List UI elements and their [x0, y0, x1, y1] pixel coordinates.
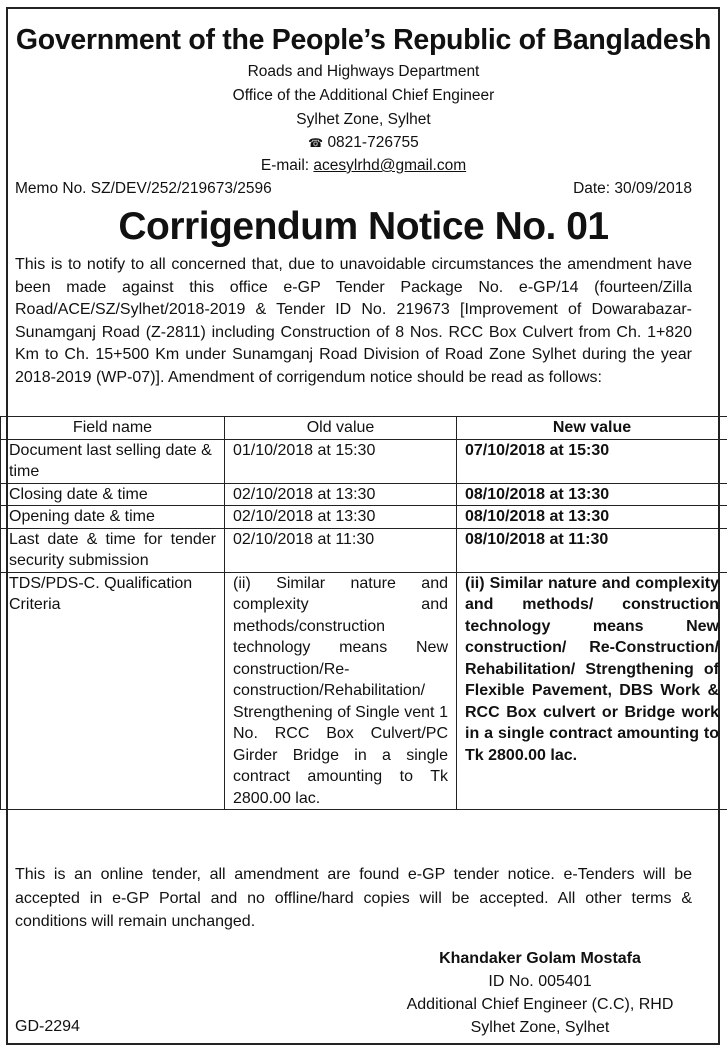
signatory-zone: Sylhet Zone, Sylhet — [470, 1019, 610, 1036]
signatory-designation: Additional Chief Engineer (C.C), RHD — [406, 996, 674, 1013]
signatory-id: ID No. 005401 — [488, 973, 592, 990]
phone-number: 0821-726755 — [327, 134, 419, 151]
zone-name: Sylhet Zone, Sylhet — [296, 111, 431, 128]
new-value-cell: 08/10/2018 at 13:30 — [457, 506, 727, 529]
email-line — [0, 157, 727, 175]
header-field-name: Field name — [1, 417, 225, 440]
government-title: Government of the People’s Republic of Bangladesh — [15, 24, 712, 56]
memo-date: Date: 30/09/2018 — [573, 180, 692, 197]
table-row — [1, 506, 727, 529]
email-link[interactable]: acesylrhd@gmail.com — [313, 157, 467, 174]
telephone-icon: ☎ — [308, 136, 324, 150]
old-value-cell: 02/10/2018 at 13:30 — [225, 483, 457, 506]
field-name-cell: Closing date & time — [1, 483, 225, 506]
new-value-cell: 07/10/2018 at 15:30 — [457, 439, 727, 483]
new-value-cell: 08/10/2018 at 13:30 — [457, 483, 727, 506]
header-old-value: Old value — [225, 417, 457, 440]
field-name-cell: Document last selling date & time — [1, 439, 225, 483]
amendment-table — [0, 416, 727, 810]
table-row — [1, 572, 727, 810]
phone-line — [0, 134, 727, 152]
table-header-row — [1, 417, 727, 440]
footer-code: GD-2294 — [15, 1018, 80, 1035]
department-name: Roads and Highways Department — [247, 63, 480, 80]
email-label: E-mail: — [260, 157, 310, 174]
table-row — [1, 439, 727, 483]
intro-paragraph: This is to notify to all concerned that, due to unavoidable circumstances the amendment have been made against this office e-GP Tender Package No. e-GP/14 (fourteen/Zilla Road/ACE/SZ/Sylhet/2018-2019 & Tender ID No. 219673 [Improvement of Dowarabazar-Sunamganj Road (Z-2811) including Construction of 8 Nos. RCC Box Culvert from Ch. 1+820 Km to Ch. 15+500 Km under Sunamganj Road Division of Road Zone Sylhet during the year 2018-2019 (WP-07)]. Amendment of corrigendum notice should be read as follows: — [15, 256, 692, 386]
new-value-cell: (ii) Similar nature and complexity and methods/ construction technology means New construction/ Re-Construction/ Rehabilitation/ Strengthening of Flexible Pavement, DBS Work & RCC Box culvert or Bridge work in a single contract amounting to Tk 2800.00 lac. — [457, 572, 727, 810]
notice-title: Corrigendum Notice No. 01 — [118, 205, 609, 248]
closing-paragraph: This is an online tender, all amendment are found e-GP tender notice. e-Tenders will be accepted in e-GP Portal and no offline/hard copies will be accepted. All other terms & conditions will remain unchanged. — [15, 866, 692, 930]
amendment-table-wrap — [0, 416, 727, 859]
field-name-cell: TDS/PDS-C. Qualification Criteria — [1, 572, 225, 810]
office-name: Office of the Additional Chief Engineer — [232, 87, 495, 104]
field-name-cell: Last date & time for tender security submission — [1, 528, 225, 572]
field-name-cell: Opening date & time — [1, 506, 225, 529]
header-new-value: New value — [457, 417, 727, 440]
signatory-name: Khandaker Golam Mostafa — [439, 950, 641, 967]
new-value-cell: 08/10/2018 at 11:30 — [457, 528, 727, 572]
table-row — [1, 528, 727, 572]
table-row — [1, 483, 727, 506]
old-value-cell: 02/10/2018 at 13:30 — [225, 506, 457, 529]
memo-row — [15, 180, 692, 198]
old-value-cell: 02/10/2018 at 11:30 — [225, 528, 457, 572]
memo-number: Memo No. SZ/DEV/252/219673/2596 — [15, 180, 272, 197]
old-value-cell: (ii) Similar nature and complexity and methods/construction technology means New construction/Re-construction/Rehabilitation/ Strengthening of Single vent 1 No. RCC Box Culvert/PC Girder Bridge in a single contract amounting to Tk 2800.00 lac. — [225, 572, 457, 810]
old-value-cell: 01/10/2018 at 15:30 — [225, 439, 457, 483]
